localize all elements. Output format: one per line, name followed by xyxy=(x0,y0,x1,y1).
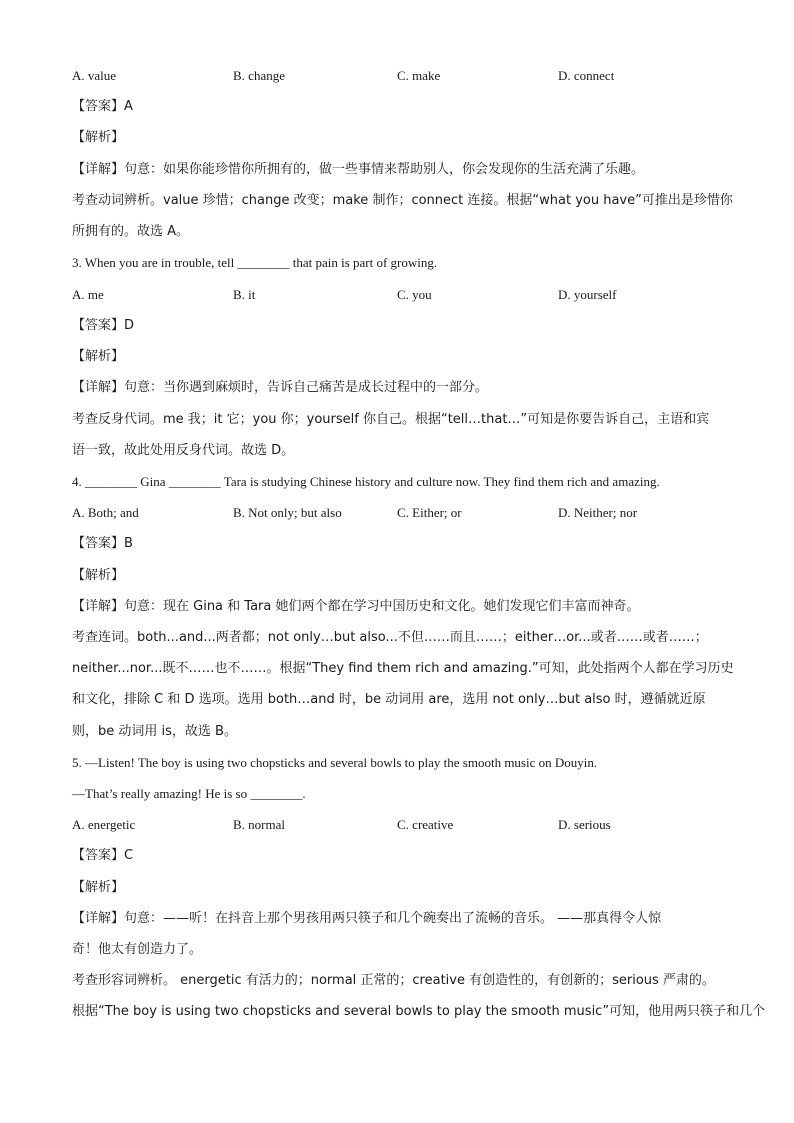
q5-detail-line: 【详解】句意：——听！在抖音上那个男孩用两只筷子和几个碗奏出了流畅的音乐。 ——那真得令人惊 xyxy=(72,911,662,926)
q5-option-a: A. energetic xyxy=(72,817,136,832)
q2-detail-line: 所拥有的。故选 A。 xyxy=(72,224,190,239)
q3-detail-line: 【详解】句意：当你遇到麻烦时，告诉自己痛苦是成长过程中的一部分。 xyxy=(72,380,489,395)
q2-option-d: D. connect xyxy=(558,68,615,83)
q3-analysis-heading: 【解析】 xyxy=(72,349,125,364)
q4-detail-line: neither...nor...既不……也不……。根据“They find them rich and amazing.”可知，此处指两个人都在学习历史 xyxy=(72,661,734,676)
q5-analysis-heading: 【解析】 xyxy=(72,880,125,895)
q2-detail-line: 【详解】句意：如果你能珍惜你所拥有的，做一些事情来帮助别人，你会发现你的生活充满了乐趣。 xyxy=(72,162,645,177)
q2-option-c: C. make xyxy=(397,68,441,83)
q2-option-b: B. change xyxy=(233,68,285,83)
q3-detail-line: 考查反身代词。me 我；it 它；you 你；yourself 你自己。根据“tell…that…”可知是你要告诉自己，主语和宾 xyxy=(72,412,710,427)
q3-option-c: C. you xyxy=(397,287,432,302)
q4-analysis-heading: 【解析】 xyxy=(72,568,125,583)
q4-detail-line: 和文化，排除 C 和 D 选项。选用 both…and 时，be 动词用 are，选用 not only…but also 时，遵循就近原 xyxy=(72,692,706,707)
q5-stem: 5. —Listen! The boy is using two chopsticks and several bowls to play the smooth music on Douyin. xyxy=(72,755,598,770)
q4-option-c: C. Either; or xyxy=(397,505,462,520)
q4-option-b: B. Not only; but also xyxy=(233,505,342,520)
q5-answer: 【答案】C xyxy=(72,848,134,863)
q3-answer: 【答案】D xyxy=(72,318,135,333)
q3-stem: 3. When you are in trouble, tell ________ that pain is part of growing. xyxy=(72,255,438,270)
q5-detail-line: 奇！他太有创造力了。 xyxy=(72,942,203,957)
q4-option-a: A. Both; and xyxy=(72,505,139,520)
q2-answer: 【答案】A xyxy=(72,99,133,114)
q5-option-d: D. serious xyxy=(558,817,611,832)
q3-option-d: D. yourself xyxy=(558,287,617,302)
q3-detail-line: 语一致，故此处用反身代词。故选 D。 xyxy=(72,443,295,458)
q5-option-b: B. normal xyxy=(233,817,285,832)
q5-stem-reply: —That’s really amazing! He is so ________. xyxy=(72,786,306,801)
q4-detail-line: 考查连词。both...and...两者都；not only…but also...不但……而且……；either…or...或者……或者……； xyxy=(72,630,708,645)
q5-option-c: C. creative xyxy=(397,817,454,832)
q3-option-b: B. it xyxy=(233,287,256,302)
q5-detail-line: 考查形容词辨析。 energetic 有活力的；normal 正常的；creative 有创造性的，有创新的；serious 严肃的。 xyxy=(72,973,715,988)
q2-detail-line: 考查动词辨析。value 珍惜；change 改变；make 制作；connect 连接。根据“what you have”可推出是珍惜你 xyxy=(72,193,733,208)
q2-option-a: A. value xyxy=(72,68,117,83)
q4-stem: 4. ________ Gina ________ Tara is studying Chinese history and culture now. They find them rich and amazing. xyxy=(72,474,660,489)
q4-option-d: D. Neither; nor xyxy=(558,505,638,520)
q4-detail-line: 【详解】句意：现在 Gina 和 Tara 她们两个都在学习中国历史和文化。她们发现它们丰富而神奇。 xyxy=(72,599,640,614)
q4-detail-line: 则，be 动词用 is，故选 B。 xyxy=(72,724,237,739)
q4-answer: 【答案】B xyxy=(72,536,133,551)
q2-analysis-heading: 【解析】 xyxy=(72,130,125,145)
q3-option-a: A. me xyxy=(72,287,104,302)
q5-detail-line: 根据“The boy is using two chopsticks and several bowls to play the smooth music”可知，他用两只筷子和几个 xyxy=(72,1004,766,1019)
